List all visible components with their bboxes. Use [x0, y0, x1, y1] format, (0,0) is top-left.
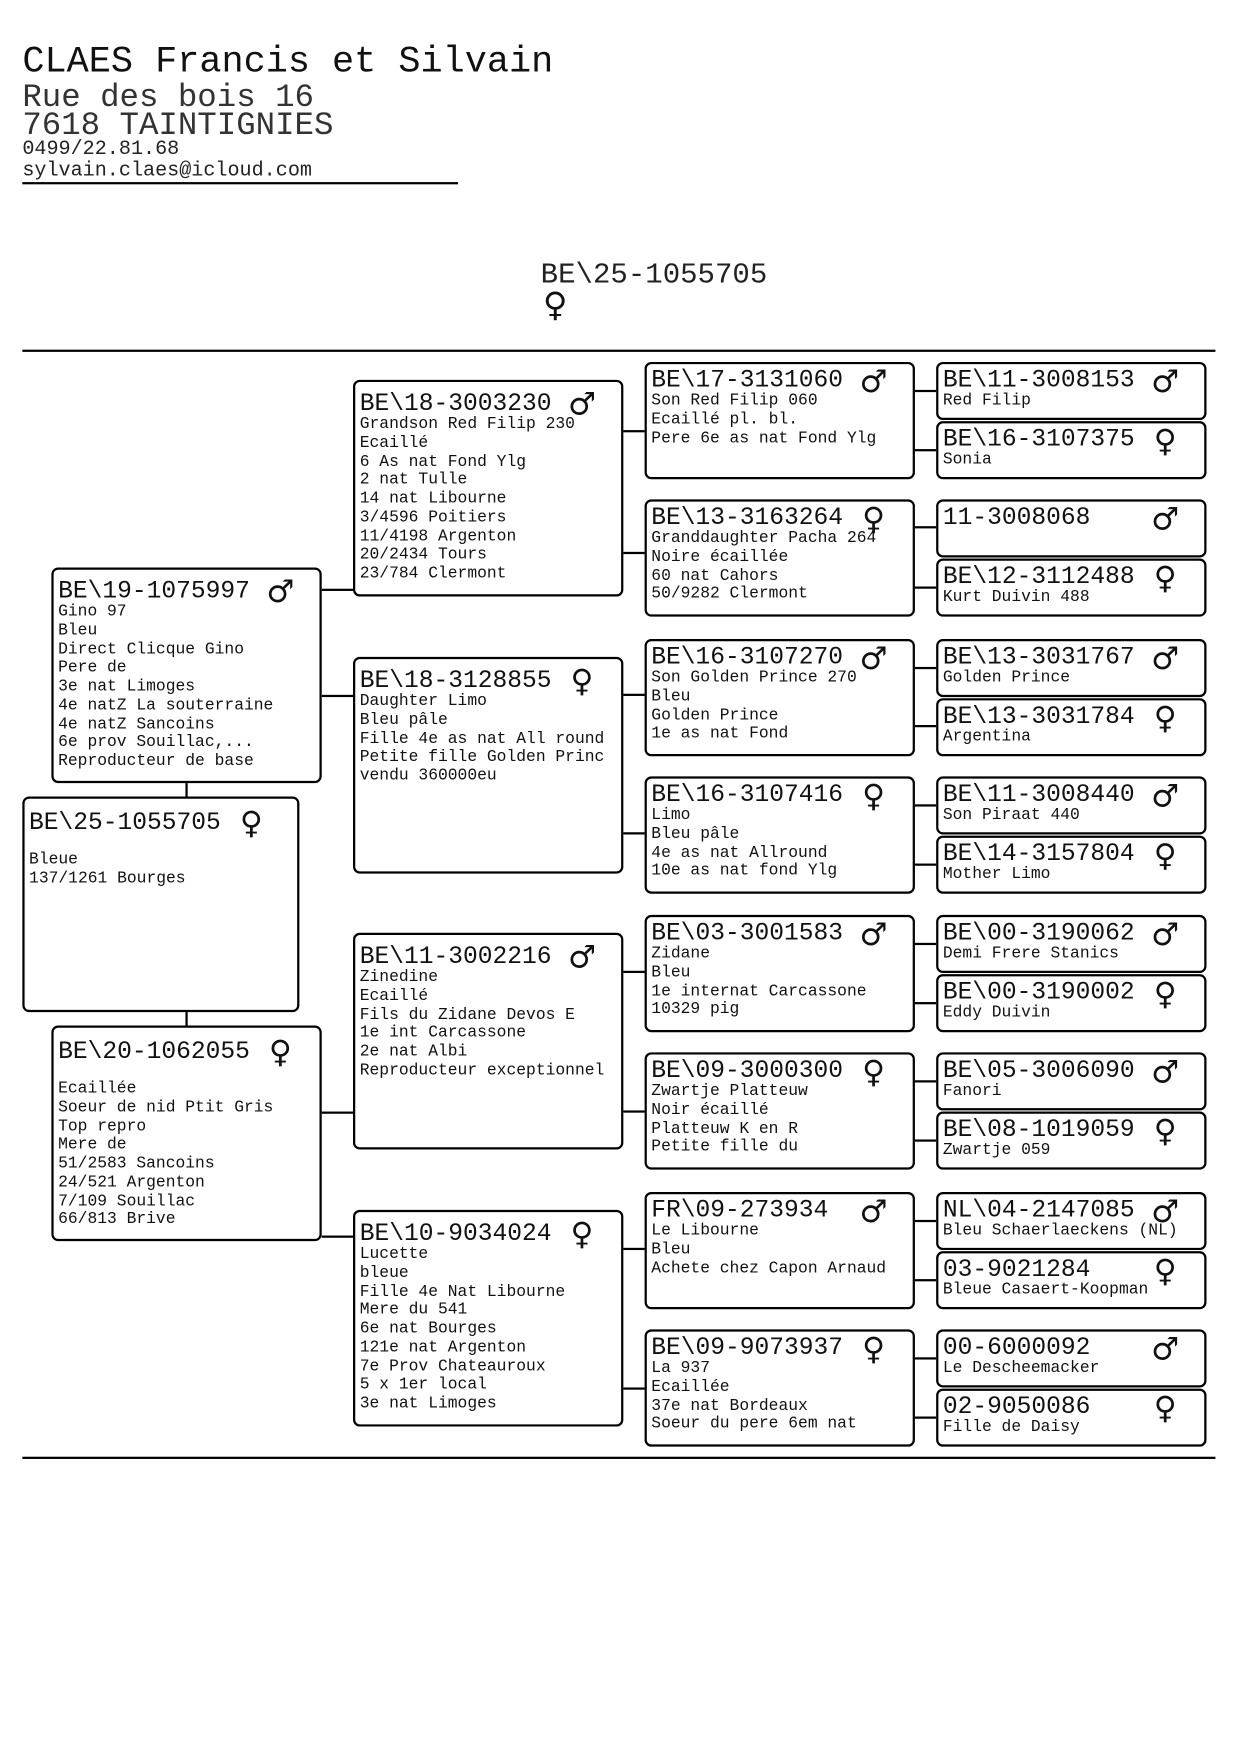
- info-lines: [651, 530, 876, 605]
- pedigree-title-ring: BE\25-1055705: [540, 258, 768, 292]
- info-line: Reproducteur de base: [58, 752, 254, 771]
- connector-line: [915, 449, 936, 451]
- pigeon-card-great-great-grandparent: [936, 698, 1206, 756]
- info-line: 2e nat Albi: [359, 1043, 468, 1062]
- ring-number: BE\13-3031767: [942, 643, 1135, 672]
- pigeon-card-great-great-grandparent: [936, 776, 1206, 834]
- ring-number: BE\10-9034024: [359, 1219, 552, 1248]
- info-line: Ecaillé pl. bl.: [651, 410, 799, 429]
- ring-number: BE\00-3190062: [942, 919, 1135, 948]
- info-line: Sonia: [942, 451, 992, 470]
- info-line: Ecaillé: [359, 987, 429, 1006]
- female-icon: ♀: [1153, 1252, 1177, 1290]
- female-icon: ♀: [1153, 422, 1177, 460]
- female-icon: ♀: [1153, 975, 1177, 1013]
- info-line: 3e nat Limoges: [58, 678, 196, 696]
- info-line: Bleu: [651, 687, 691, 706]
- pigeon-card-great-great-grandparent: [936, 1112, 1206, 1170]
- pigeon-card-great-great-grandparent: [936, 1251, 1206, 1309]
- pigeon-card-great-great-grandparent: [936, 639, 1206, 697]
- connector-line: [915, 804, 936, 806]
- info-line: Mere du 541: [359, 1301, 468, 1320]
- ring-number: BE\20-1062055: [58, 1037, 250, 1066]
- info-line: 4e natZ Sancoins: [58, 715, 215, 734]
- info-line: Fils du Zidane Devos E: [359, 1005, 575, 1024]
- pigeon-card-great-great-grandparent: [936, 915, 1206, 973]
- ring-number: BE\13-3031784: [942, 702, 1135, 731]
- info-lines: [58, 603, 273, 771]
- connector-line: [623, 971, 644, 973]
- pigeon-card-great-grandparent: [645, 915, 915, 1032]
- ring-number: BE\16-3107270: [651, 643, 844, 672]
- ring-number: 02-9050086: [942, 1393, 1091, 1421]
- female-icon: ♀: [862, 500, 886, 538]
- connector-line: [623, 552, 644, 554]
- info-line: Demi Frere Stanics: [942, 945, 1119, 963]
- owner-phone: 0499/22.81.68: [22, 138, 180, 161]
- pigeon-card-great-great-grandparent: [936, 499, 1206, 557]
- info-line: Granddaughter Pacha 264: [651, 529, 877, 548]
- connector-line: [185, 783, 187, 796]
- info-line: Ecaillé: [359, 434, 429, 453]
- info-line: 4e as nat Allround: [651, 843, 828, 862]
- pigeon-card-great-great-grandparent: [936, 836, 1206, 894]
- info-lines: [651, 945, 866, 1020]
- info-line: Le Descheemacker: [942, 1359, 1100, 1378]
- female-icon: ♀: [862, 777, 886, 815]
- male-icon: ♂: [266, 573, 295, 610]
- ring-number: BE\11-3008153: [942, 366, 1135, 395]
- info-line: Son Golden Prince 270: [651, 669, 857, 688]
- ring-number: BE\09-9073937: [651, 1333, 844, 1362]
- info-lines: [943, 945, 1119, 964]
- female-icon: ♀: [239, 804, 263, 842]
- info-line: Ecaillée: [58, 1080, 137, 1099]
- male-icon: ♂: [859, 363, 888, 400]
- connector-line: [322, 589, 353, 591]
- ring-number: BE\18-3128855: [359, 666, 552, 695]
- info-line: 7e Prov Chateauroux: [359, 1357, 546, 1376]
- info-line: 2 nat Tulle: [359, 471, 468, 490]
- male-icon: ♂: [1151, 640, 1180, 677]
- connector-line: [915, 526, 936, 528]
- connector-line: [185, 1012, 187, 1025]
- female-icon: ♀: [1153, 1112, 1177, 1150]
- pigeon-card-sire: [51, 567, 321, 783]
- ring-number: NL\04-2147085: [942, 1196, 1135, 1225]
- female-icon: ♀: [570, 662, 594, 700]
- info-line: Fille 4e as nat All round: [359, 730, 605, 748]
- connector-line: [623, 430, 644, 432]
- male-icon: ♂: [1151, 1330, 1180, 1368]
- info-line: 4e natZ La souterraine: [58, 696, 274, 715]
- info-lines: [651, 1360, 856, 1435]
- info-lines: [943, 1281, 1148, 1300]
- info-line: Lucette: [359, 1245, 429, 1264]
- info-line: Argentina: [942, 728, 1031, 747]
- info-line: 6e nat Bourges: [359, 1320, 497, 1339]
- ring-number: BE\13-3163264: [651, 503, 844, 532]
- ring-number: BE\00-3190002: [942, 978, 1135, 1007]
- info-line: 6e prov Souillac,...: [58, 734, 254, 753]
- info-line: 14 nat Libourne: [359, 490, 507, 509]
- info-lines: [58, 1080, 273, 1230]
- info-line: Bleu: [651, 963, 691, 982]
- info-line: 10329 pig: [651, 1001, 740, 1020]
- connector-line: [915, 586, 936, 588]
- pigeon-card-great-grandparent: [645, 362, 915, 479]
- info-lines: [943, 1360, 1100, 1379]
- info-lines: [943, 451, 992, 470]
- info-line: 1e internat Carcassone: [651, 982, 867, 1001]
- info-lines: [943, 589, 1090, 608]
- male-icon: ♂: [567, 938, 597, 976]
- ring-number: BE\12-3112488: [942, 563, 1135, 591]
- info-lines: [651, 807, 837, 882]
- pigeon-card-dam: [51, 1026, 321, 1242]
- info-line: Reproducteur exceptionnel: [359, 1062, 605, 1080]
- info-line: Bleue Casaert-Koopman: [942, 1281, 1149, 1300]
- info-line: Zwartje 059: [942, 1141, 1051, 1160]
- pigeon-card-grandparent: [353, 1210, 623, 1427]
- ring-number: BE\25-1055705: [29, 808, 221, 837]
- male-icon: ♂: [1151, 363, 1180, 400]
- info-lines: [651, 1222, 886, 1278]
- connector-line: [915, 1002, 936, 1004]
- pigeon-card-great-grandparent: [645, 639, 915, 756]
- info-lines: [943, 392, 1031, 411]
- info-lines: [651, 669, 856, 744]
- info-line: Son Red Filip 060: [651, 392, 818, 410]
- male-icon: ♂: [859, 1193, 888, 1230]
- info-line: Noir écaillé: [651, 1101, 769, 1120]
- info-line: Fanori: [942, 1082, 1002, 1101]
- info-line: Ecaillée: [651, 1378, 730, 1397]
- male-icon: ♂: [1151, 500, 1180, 538]
- info-line: Bleu: [651, 1240, 691, 1259]
- bottom-divider: [22, 1457, 1215, 1459]
- info-line: Zidane: [651, 945, 710, 963]
- connector-line: [623, 694, 644, 696]
- male-icon: ♂: [859, 916, 888, 953]
- info-lines: [651, 392, 876, 448]
- female-icon: ♀: [862, 1053, 886, 1091]
- connector-line: [915, 1357, 936, 1359]
- connector-line: [915, 1080, 936, 1082]
- info-line: 60 nat Cahors: [651, 566, 779, 585]
- pigeon-card-great-grandparent: [645, 1329, 915, 1446]
- info-line: Red Filip: [942, 392, 1031, 410]
- info-line: 66/813 Brive: [58, 1211, 176, 1230]
- info-line: 3/4596 Poitiers: [359, 509, 507, 528]
- info-line: Golden Prince: [942, 669, 1071, 688]
- info-line: Eddy Duivin: [942, 1004, 1051, 1023]
- info-lines: [360, 416, 575, 584]
- pigeon-card-great-great-grandparent: [936, 421, 1206, 479]
- male-icon: ♂: [1151, 1193, 1180, 1230]
- info-line: Pere de: [58, 659, 127, 678]
- info-line: Achete chez Capon Arnaud: [651, 1259, 887, 1278]
- female-icon: ♀: [542, 285, 568, 326]
- pigeon-card-great-great-grandparent: [936, 1329, 1206, 1387]
- connector-line: [915, 725, 936, 727]
- info-line: Platteuw K en R: [651, 1119, 799, 1138]
- owner-street: Rue des bois 16: [22, 79, 314, 117]
- info-line: 137/1261 Bourges: [29, 869, 186, 888]
- info-line: 23/784 Clermont: [359, 565, 507, 584]
- pigeon-card-great-great-grandparent: [936, 362, 1206, 420]
- info-line: 51/2583 Sancoins: [58, 1155, 215, 1173]
- pigeon-card-great-grandparent: [645, 1192, 915, 1309]
- info-line: Bleu pâle: [651, 825, 740, 844]
- connector-line: [623, 832, 644, 834]
- pigeon-card-grandparent: [353, 657, 623, 874]
- info-line: Bleu: [58, 621, 98, 640]
- info-line: Petite fille du: [651, 1138, 799, 1157]
- info-line: 11/4198 Argenton: [359, 527, 517, 546]
- info-line: Noire écaillée: [651, 548, 789, 567]
- owner-name: CLAES Francis et Silvain: [22, 41, 554, 83]
- female-icon: ♀: [268, 1033, 292, 1071]
- pigeon-card-great-great-grandparent: [936, 1192, 1206, 1250]
- info-line: 121e nat Argenton: [359, 1339, 527, 1358]
- info-line: Kurt Duivin 488: [942, 588, 1090, 607]
- info-line: Soeur du pere 6em nat: [651, 1415, 857, 1434]
- info-line: 1e int Carcassone: [359, 1024, 527, 1043]
- male-icon: ♂: [567, 385, 597, 423]
- pigeon-card-great-grandparent: [645, 499, 915, 616]
- ring-number: BE\08-1019059: [942, 1116, 1135, 1144]
- info-line: Petite fille Golden Princ: [359, 748, 605, 767]
- info-line: Grandson Red Filip 230: [359, 415, 575, 434]
- info-lines: [360, 1246, 565, 1414]
- info-line: Direct Clicque Gino: [58, 640, 244, 659]
- pigeon-card-great-great-grandparent: [936, 1389, 1206, 1447]
- top-divider: [22, 350, 1215, 352]
- male-icon: ♂: [1151, 1053, 1180, 1091]
- female-icon: ♀: [1153, 559, 1177, 597]
- ring-number: BE\17-3131060: [651, 366, 844, 395]
- pigeon-card-great-great-grandparent: [936, 559, 1206, 617]
- pigeon-card-great-great-grandparent: [936, 974, 1206, 1032]
- female-icon: ♀: [1153, 1389, 1177, 1427]
- info-line: vendu 360000eu: [359, 767, 497, 786]
- info-line: Bleu pâle: [359, 711, 448, 730]
- ring-number: 00-6000092: [942, 1333, 1091, 1362]
- info-line: Daughter Limo: [359, 692, 487, 711]
- female-icon: ♀: [862, 1330, 886, 1368]
- info-line: Zwartje Platteuw: [651, 1082, 808, 1101]
- info-line: Mere de: [58, 1136, 127, 1155]
- info-line: Golden Prince: [651, 706, 779, 725]
- info-line: Soeur de nid Ptit Gris: [58, 1098, 274, 1117]
- ring-number: BE\16-3107375: [942, 425, 1135, 454]
- info-line: 37e nat Bordeaux: [651, 1396, 808, 1415]
- pigeon-card-great-grandparent: [645, 1052, 915, 1169]
- ring-number: BE\18-3003230: [359, 389, 552, 418]
- info-line: 24/521 Argenton: [58, 1173, 205, 1192]
- info-line: 50/9282 Clermont: [651, 585, 808, 604]
- info-line: 6 As nat Fond Ylg: [359, 452, 527, 471]
- info-lines: [360, 969, 605, 1081]
- info-line: Bleu Schaerlaeckens (NL): [942, 1222, 1178, 1241]
- ring-number: BE\19-1075997: [58, 577, 250, 606]
- connector-line: [623, 1248, 644, 1250]
- info-line: Top repro: [58, 1117, 147, 1136]
- info-line: bleue: [359, 1264, 409, 1283]
- info-line: Limo: [651, 806, 691, 825]
- info-line: Son Piraat 440: [942, 806, 1080, 825]
- connector-line: [915, 864, 936, 866]
- ring-number: BE\11-3008440: [942, 780, 1135, 809]
- info-line: 10e as nat fond Ylg: [651, 862, 838, 881]
- info-lines: [943, 1142, 1051, 1161]
- info-line: Pere 6e as nat Fond Ylg: [651, 429, 877, 448]
- connector-line: [322, 695, 353, 697]
- connector-line: [915, 1139, 936, 1141]
- info-lines: [29, 851, 186, 888]
- header-underline: [22, 182, 458, 184]
- info-line: 1e as nat Fond: [651, 725, 789, 744]
- connector-line: [915, 1220, 936, 1222]
- info-lines: [360, 693, 605, 787]
- ring-number: BE\09-3000300: [651, 1056, 844, 1085]
- pigeon-card-grandparent: [353, 933, 623, 1150]
- ring-number: 11-3008068: [942, 503, 1091, 532]
- info-line: Zinedine: [359, 968, 438, 987]
- info-line: Mother Limo: [942, 865, 1051, 884]
- female-icon: ♀: [1153, 836, 1177, 874]
- info-lines: [943, 728, 1031, 747]
- info-line: La 937: [651, 1359, 710, 1378]
- info-lines: [943, 1004, 1051, 1023]
- male-icon: ♂: [1151, 777, 1180, 815]
- pigeon-card-grandparent: [353, 380, 623, 597]
- connector-line: [915, 1279, 936, 1281]
- info-lines: [943, 1222, 1178, 1241]
- connector-line: [915, 667, 936, 669]
- connector-line: [322, 1236, 353, 1238]
- info-line: Gino 97: [58, 603, 127, 622]
- connector-line: [915, 1417, 936, 1419]
- owner-city: 7618 TAINTIGNIES: [22, 107, 334, 145]
- info-line: 3e nat Limoges: [359, 1395, 497, 1414]
- info-line: 5 x 1er local: [359, 1376, 487, 1395]
- info-lines: [943, 1082, 1002, 1101]
- info-lines: [651, 1082, 808, 1157]
- pigeon-card-great-grandparent: [645, 776, 915, 893]
- ring-number: FR\09-273934: [651, 1196, 829, 1225]
- info-line: Fille 4e Nat Libourne: [359, 1283, 566, 1301]
- info-line: Bleue: [29, 851, 78, 870]
- ring-number: 03-9021284: [942, 1255, 1091, 1284]
- female-icon: ♀: [1153, 699, 1177, 737]
- female-icon: ♀: [570, 1215, 594, 1253]
- info-lines: [943, 669, 1070, 688]
- male-icon: ♂: [1151, 916, 1180, 953]
- owner-email: sylvain.claes@icloud.com: [22, 159, 312, 183]
- info-lines: [943, 866, 1051, 885]
- ring-number: BE\11-3002216: [359, 942, 552, 971]
- ring-number: BE\14-3157804: [942, 840, 1135, 869]
- pigeon-card-great-great-grandparent: [936, 1052, 1206, 1110]
- ring-number: BE\03-3001583: [651, 919, 844, 948]
- connector-line: [623, 1110, 644, 1112]
- connector-line: [915, 943, 936, 945]
- info-lines: [943, 1419, 1080, 1438]
- connector-line: [623, 1387, 644, 1389]
- connector-line: [322, 1112, 353, 1114]
- info-line: 20/2434 Tours: [359, 546, 487, 565]
- pigeon-card-subject: [22, 797, 299, 1013]
- info-line: Fille de Daisy: [942, 1418, 1080, 1437]
- ring-number: BE\16-3107416: [651, 780, 844, 809]
- ring-number: BE\05-3006090: [942, 1056, 1135, 1085]
- info-line: Le Libourne: [651, 1222, 759, 1241]
- info-lines: [943, 807, 1080, 826]
- info-line: 7/109 Souillac: [58, 1192, 196, 1211]
- male-icon: ♂: [859, 640, 888, 677]
- connector-line: [915, 390, 936, 392]
